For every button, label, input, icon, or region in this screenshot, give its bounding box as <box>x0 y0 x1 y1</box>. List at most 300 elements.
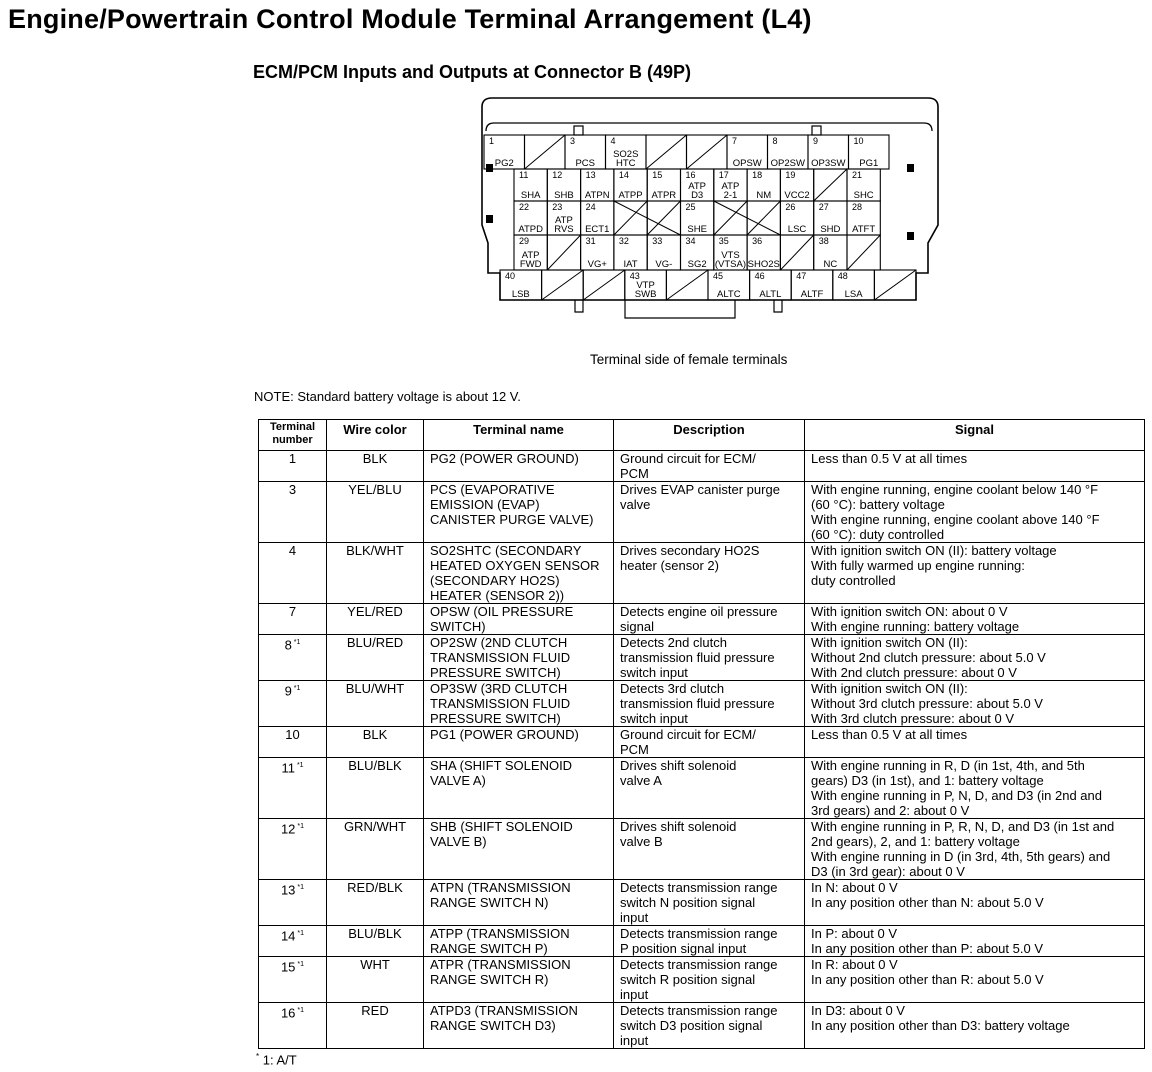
terminal-number: 15 <box>280 959 296 975</box>
cell-terminal-name-line: PRESSURE SWITCH) <box>430 665 561 680</box>
terminal-table <box>258 419 1145 1049</box>
cell-signal-line: With ignition switch ON (II): battery voltage <box>811 543 1057 558</box>
cell-wire-color: BLU/BLK <box>327 758 424 819</box>
footnote-ref: *1 <box>297 930 305 937</box>
cell-signal-line: 2nd gears), 2, and 1: battery voltage <box>811 834 1020 849</box>
terminal-pin-number: 1 <box>489 136 495 146</box>
terminal-pin-number: 31 <box>585 236 596 246</box>
cell-signal <box>805 482 1145 543</box>
cell-signal-line: In N: about 0 V <box>811 880 898 895</box>
connector-cell <box>647 169 680 201</box>
terminal-pin-label: NM <box>756 190 772 201</box>
terminal-pin-label: ATP D3 <box>688 181 707 201</box>
terminal-pin-number: 33 <box>652 236 663 246</box>
footnote-ref: *1 <box>297 823 305 830</box>
connector-cell <box>514 235 547 270</box>
connector-cell <box>606 135 647 169</box>
connector-cell <box>525 135 566 169</box>
cell-description-line: transmission fluid pressure <box>620 650 775 665</box>
cell-terminal-name <box>424 758 614 819</box>
key-mark-1 <box>486 164 493 172</box>
cell-signal-line: With engine running in P, N, D, and D3 (in 2nd and <box>811 788 1102 803</box>
cell-wire-color: BLU/BLK <box>327 926 424 957</box>
footnote-text: 1: A/T <box>262 1052 297 1068</box>
cell-terminal-number <box>259 604 327 635</box>
terminal-pin-number: 43 <box>629 271 640 281</box>
connector-cell <box>583 270 625 300</box>
cell-signal <box>805 543 1145 604</box>
table-row <box>259 451 1145 482</box>
terminal-pin-number: 47 <box>796 271 807 281</box>
cell-wire-color: BLK <box>327 727 424 758</box>
terminal-pin-number: 25 <box>685 202 696 212</box>
terminal-number: 9 <box>284 683 292 699</box>
terminal-pin-number: 21 <box>852 170 863 180</box>
connector-cell <box>747 201 780 235</box>
cell-description <box>614 482 805 543</box>
cell-terminal-name-line: RANGE SWITCH D3) <box>430 1018 556 1033</box>
cell-description-line: Drives secondary HO2S <box>620 543 760 558</box>
cell-signal-line: With engine running, engine coolant below 140 °F <box>811 482 1099 497</box>
cell-signal <box>805 604 1145 635</box>
cell-signal-line: In any position other than N: about 5.0 V <box>811 895 1044 910</box>
terminal-pin-number: 27 <box>818 202 829 212</box>
cell-signal-line: With fully warmed up engine running: <box>811 558 1025 573</box>
key-mark-3 <box>907 164 914 172</box>
cell-terminal-name-line: ATPN (TRANSMISSION <box>430 880 571 895</box>
table-row <box>259 727 1145 758</box>
terminal-pin-label: SHO2S <box>747 259 780 270</box>
bottom-notch-right <box>774 300 782 312</box>
cell-signal <box>805 957 1145 1003</box>
cell-signal <box>805 926 1145 957</box>
cell-signal-line: (60 °C): battery voltage <box>811 497 945 512</box>
terminal-number: 7 <box>288 604 297 619</box>
connector-cell <box>747 169 780 201</box>
cell-terminal-name-line: PG1 (POWER GROUND) <box>430 727 579 742</box>
cell-description <box>614 635 805 681</box>
terminal-pin-number: 45 <box>713 271 724 281</box>
terminal-pin-label: ATPN <box>584 190 610 201</box>
cell-wire-color: BLU/RED <box>327 635 424 681</box>
cell-description-line: valve B <box>620 834 663 849</box>
terminal-number: 13 <box>280 882 296 898</box>
connector-cell <box>814 169 847 201</box>
cell-signal-line: With engine running: battery voltage <box>811 619 1020 634</box>
cell-signal-line: With 2nd clutch pressure: about 0 V <box>811 665 1017 680</box>
cell-description <box>614 957 805 1003</box>
connector-cell <box>847 201 880 235</box>
terminal-pin-number: 34 <box>685 236 696 246</box>
terminal-number: 16 <box>280 1005 296 1021</box>
cell-signal-line: 3rd gears) and 2: about 0 V <box>811 803 970 818</box>
battery-note: NOTE: Standard battery voltage is about 12 V. <box>254 389 521 404</box>
cell-wire-color: RED <box>327 1003 424 1049</box>
terminal-pin-number: 9 <box>813 136 819 146</box>
terminal-pin-label: SHE <box>687 224 707 235</box>
cell-signal <box>805 681 1145 727</box>
cell-description-line: switch input <box>620 711 688 726</box>
terminal-pin-label: ALTC <box>717 289 741 300</box>
terminal-pin-number: 22 <box>519 202 530 212</box>
connector-cell <box>514 201 547 235</box>
cell-terminal-name-line: RANGE SWITCH N) <box>430 895 549 910</box>
cell-signal-line: With engine running in P, R, N, D, and D3 (in 1st and <box>811 819 1115 834</box>
terminal-pin-number: 24 <box>585 202 596 212</box>
cell-terminal-name-line: OP3SW (3RD CLUTCH <box>430 681 568 696</box>
cell-terminal-name-line: SO2SHTC (SECONDARY <box>430 543 582 558</box>
cell-wire-color: YEL/BLU <box>327 482 424 543</box>
terminal-pin-label: VCC2 <box>784 190 810 201</box>
bottom-lock <box>625 300 735 318</box>
table-row <box>259 926 1145 957</box>
terminal-pin-number: 28 <box>852 202 863 212</box>
cell-terminal-number <box>259 727 327 758</box>
cell-terminal-number <box>259 926 327 957</box>
table-row <box>259 1003 1145 1049</box>
connector-cell <box>625 270 667 300</box>
cell-signal-line: D3 (in 3rd gear): about 0 V <box>811 864 965 879</box>
cell-terminal-number <box>259 1003 327 1049</box>
cell-terminal-name-line: VALVE A) <box>430 773 486 788</box>
cell-description-line: Drives EVAP canister purge <box>620 482 780 497</box>
terminal-pin-label: ALTF <box>800 289 824 300</box>
cell-terminal-name-line: TRANSMISSION FLUID <box>430 696 571 711</box>
terminal-pin-number: 29 <box>519 236 530 246</box>
terminal-pin-label: LSA <box>844 289 863 300</box>
terminal-pin-number: 32 <box>618 236 629 246</box>
key-mark-2 <box>486 215 493 223</box>
connector-cell <box>847 235 880 270</box>
footnote-ref: *1 <box>293 685 301 692</box>
cell-description-line: Ground circuit for ECM/ <box>620 727 756 742</box>
terminal-pin-label: VG- <box>655 259 673 270</box>
table-row <box>259 819 1145 880</box>
section-subtitle: ECM/PCM Inputs and Outputs at Connector B (49P) <box>253 62 692 82</box>
cell-signal <box>805 758 1145 819</box>
terminal-pin-label: ALTL <box>759 289 782 300</box>
cell-terminal-name <box>424 604 614 635</box>
terminal-pin-number: 7 <box>732 136 738 146</box>
cell-terminal-name-line: CANISTER PURGE VALVE) <box>430 512 594 527</box>
cell-signal-line: In P: about 0 V <box>811 926 898 941</box>
footnote-ref: *1 <box>297 884 305 891</box>
cell-description-line: switch input <box>620 665 688 680</box>
cell-description <box>614 880 805 926</box>
connector-cell <box>565 135 606 169</box>
connector-cell <box>727 135 768 169</box>
connector-cell <box>714 169 747 201</box>
connector-cell <box>814 235 847 270</box>
cell-terminal-name <box>424 543 614 604</box>
cell-terminal-name-line: PG2 (POWER GROUND) <box>430 451 579 466</box>
terminal-pin-label: ATP RVS <box>554 215 574 235</box>
terminal-number: 3 <box>288 482 297 497</box>
connector-cell <box>874 270 916 300</box>
cell-description-line: Ground circuit for ECM/ <box>620 451 756 466</box>
connector-cell <box>780 169 813 201</box>
cell-terminal-name-line: HEATED OXYGEN SENSOR <box>430 558 600 573</box>
connector-caption: Terminal side of female terminals <box>590 352 788 367</box>
terminal-number: 1 <box>288 451 297 466</box>
footnote <box>256 1052 297 1067</box>
cell-description-line: PCM <box>620 742 649 757</box>
cell-description-line: input <box>620 1033 649 1048</box>
terminal-pin-number: 18 <box>752 170 763 180</box>
table-header-row <box>259 420 1145 451</box>
cell-terminal-name-line: SHB (SHIFT SOLENOID <box>430 819 573 834</box>
cell-signal <box>805 451 1145 482</box>
terminal-pin-number: 23 <box>552 202 563 212</box>
terminal-pin-label: ATPD <box>518 224 543 235</box>
cell-description-line: transmission fluid pressure <box>620 696 775 711</box>
terminal-pin-number: 14 <box>618 170 629 180</box>
header-terminal-name: Terminal name <box>424 420 614 451</box>
terminal-pin-number: 16 <box>685 170 696 180</box>
connector-cell <box>681 169 714 201</box>
cell-description <box>614 543 805 604</box>
cell-signal-line: Without 2nd clutch pressure: about 5.0 V <box>811 650 1046 665</box>
connector-cell <box>808 135 849 169</box>
cell-description-line: input <box>620 987 649 1002</box>
connector-inner-frame <box>486 123 932 131</box>
terminal-pin-number: 11 <box>519 170 529 180</box>
cell-terminal-number <box>259 957 327 1003</box>
terminal-pin-number: 40 <box>505 271 516 281</box>
cell-description-line: Detects 3rd clutch <box>620 681 725 696</box>
connector-cell <box>714 235 747 270</box>
terminal-pin-label: PG1 <box>859 158 879 169</box>
connector-cell <box>614 169 647 201</box>
cell-terminal-number <box>259 482 327 543</box>
page-title: Engine/Powertrain Control Module Terminal Arrangement (L4) <box>8 4 812 34</box>
terminal-pin-number: 15 <box>652 170 663 180</box>
cell-description <box>614 604 805 635</box>
cell-terminal-name-line: RANGE SWITCH R) <box>430 972 549 987</box>
footnote-ref: *1 <box>297 1007 305 1014</box>
connector-cell <box>614 235 647 270</box>
cell-signal <box>805 880 1145 926</box>
terminal-pin-number: 10 <box>853 136 864 146</box>
cell-signal-line: Less than 0.5 V at all times <box>811 727 968 742</box>
cell-description-line: P position signal input <box>620 941 747 956</box>
connector-cell <box>708 270 750 300</box>
cell-description <box>614 727 805 758</box>
terminal-pin-number: 13 <box>585 170 596 180</box>
connector-cell <box>547 201 580 235</box>
connector-cell <box>666 270 708 300</box>
cell-terminal-name-line: PRESSURE SWITCH) <box>430 711 561 726</box>
terminal-pin-label: SHB <box>554 190 574 201</box>
cell-wire-color: YEL/RED <box>327 604 424 635</box>
connector-cell <box>814 201 847 235</box>
lock-tab-right <box>812 126 821 135</box>
terminal-pin-label: VG+ <box>587 259 607 270</box>
terminal-pin-label: OPSW <box>732 158 762 169</box>
table-row <box>259 681 1145 727</box>
cell-terminal-name-line: ATPP (TRANSMISSION <box>430 926 570 941</box>
footnote-ref: *1 <box>293 639 301 646</box>
terminal-pin-label: OP3SW <box>811 158 846 169</box>
cell-signal-line: gears) D3 (in 1st), and 1: battery voltage <box>811 773 1044 788</box>
table-row <box>259 880 1145 926</box>
connector-cell <box>780 235 813 270</box>
header-terminal-number: Terminal number <box>259 420 327 451</box>
terminal-number: 11 <box>281 760 295 776</box>
cell-terminal-name-line: TRANSMISSION FLUID <box>430 650 571 665</box>
cell-signal-line: In any position other than R: about 5.0 V <box>811 972 1044 987</box>
cell-signal-line: Less than 0.5 V at all times <box>811 451 968 466</box>
cell-signal-line: In R: about 0 V <box>811 957 898 972</box>
cell-terminal-name-line: OPSW (OIL PRESSURE <box>430 604 574 619</box>
cell-terminal-name-line: RANGE SWITCH P) <box>430 941 548 956</box>
table-row <box>259 604 1145 635</box>
cell-signal-line: Without 3rd clutch pressure: about 5.0 V <box>811 696 1043 711</box>
connector-cell <box>714 201 747 235</box>
terminal-number: 12 <box>280 821 296 837</box>
cell-terminal-number <box>259 681 327 727</box>
terminal-pin-label: ATFT <box>852 224 876 235</box>
cell-description-line: Detects transmission range <box>620 957 778 972</box>
cell-signal-line: With engine running in D (in 3rd, 4th, 5th gears) and <box>811 849 1111 864</box>
cell-terminal-number <box>259 880 327 926</box>
cell-description-line: Detects 2nd clutch <box>620 635 727 650</box>
connector-svg <box>470 95 950 325</box>
cell-description-line: heater (sensor 2) <box>620 558 719 573</box>
cell-description <box>614 819 805 880</box>
terminal-pin-label: SHC <box>853 190 874 201</box>
cell-description-line: Detects transmission range <box>620 1003 778 1018</box>
terminal-pin-number: 38 <box>818 236 829 246</box>
terminal-pin-label: ATPR <box>651 190 677 201</box>
terminal-pin-label: LSC <box>787 224 807 235</box>
connector-cell <box>687 135 728 169</box>
cell-signal-line: With ignition switch ON (II): <box>811 681 968 696</box>
cell-terminal-number <box>259 819 327 880</box>
table-row <box>259 758 1145 819</box>
cell-signal <box>805 727 1145 758</box>
cell-wire-color: RED/BLK <box>327 880 424 926</box>
connector-cell <box>849 135 890 169</box>
terminal-pin-label: ATP FWD <box>519 250 542 270</box>
terminal-pin-label: NC <box>823 259 838 270</box>
connector-cell <box>581 169 614 201</box>
connector-cell <box>681 201 714 235</box>
cell-terminal-name <box>424 819 614 880</box>
cell-description-line: valve <box>620 497 651 512</box>
terminal-number: 10 <box>285 727 300 742</box>
cell-description-line: valve A <box>620 773 662 788</box>
key-mark-4 <box>907 232 914 240</box>
cell-terminal-name <box>424 957 614 1003</box>
cell-signal-line: With ignition switch ON: about 0 V <box>811 604 1008 619</box>
cell-description-line: Detects transmission range <box>620 880 778 895</box>
cell-terminal-name-line: ATPR (TRANSMISSION <box>430 957 571 972</box>
cell-signal-line: (60 °C): duty controlled <box>811 527 945 542</box>
connector-cell <box>647 201 680 235</box>
footnote-ref: *1 <box>296 762 304 769</box>
cell-signal-line: In any position other than D3: battery voltage <box>811 1018 1070 1033</box>
terminal-pin-label: LSB <box>511 289 530 300</box>
cell-description-line: signal <box>620 619 654 634</box>
terminal-number: 4 <box>288 543 297 558</box>
cell-terminal-name-line: HEATER (SENSOR 2)) <box>430 588 565 603</box>
cell-terminal-name <box>424 926 614 957</box>
cell-terminal-name <box>424 635 614 681</box>
cell-signal-line: With engine running, engine coolant above 140 °F <box>811 512 1100 527</box>
cell-description <box>614 758 805 819</box>
cell-description-line: Detects transmission range <box>620 926 778 941</box>
terminal-pin-label: SHD <box>820 224 841 235</box>
cell-signal-line: With 3rd clutch pressure: about 0 V <box>811 711 1015 726</box>
cell-wire-color: WHT <box>327 957 424 1003</box>
terminal-pin-label: ATPP <box>618 190 643 201</box>
cell-terminal-name <box>424 451 614 482</box>
terminal-pin-number: 46 <box>754 271 765 281</box>
terminal-pin-number: 8 <box>772 136 778 146</box>
connector-cell <box>681 235 714 270</box>
table-row <box>259 635 1145 681</box>
cell-description <box>614 926 805 957</box>
cell-description-line: PCM <box>620 466 649 481</box>
terminal-pin-label: SHA <box>520 190 541 201</box>
table-row <box>259 957 1145 1003</box>
cell-description-line: Detects engine oil pressure <box>620 604 778 619</box>
cell-terminal-number <box>259 543 327 604</box>
lock-tab-left <box>574 126 583 135</box>
cell-terminal-name-line: SHA (SHIFT SOLENOID <box>430 758 573 773</box>
cell-terminal-name-line: (SECONDARY HO2S) <box>430 573 560 588</box>
connector-cell <box>547 169 580 201</box>
terminal-pin-label: VTP SWB <box>634 280 657 300</box>
cell-description-line: Drives shift solenoid <box>620 758 737 773</box>
terminal-pin-number: 48 <box>837 271 848 281</box>
terminal-pin-label: OP2SW <box>770 158 805 169</box>
cell-signal <box>805 1003 1145 1049</box>
header-wire-color: Wire color <box>327 420 424 451</box>
terminal-pin-number: 17 <box>718 170 729 180</box>
cell-wire-color: GRN/WHT <box>327 819 424 880</box>
connector-cell <box>542 270 584 300</box>
cell-wire-color: BLU/WHT <box>327 681 424 727</box>
connector-cell <box>514 169 547 201</box>
cell-signal-line: duty controlled <box>811 573 896 588</box>
connector-cell <box>747 235 780 270</box>
cell-description <box>614 681 805 727</box>
connector-cell <box>833 270 875 300</box>
connector-diagram <box>470 95 950 325</box>
bottom-notch-left <box>575 300 583 312</box>
terminal-pin-label: PCS <box>575 158 596 169</box>
cell-signal <box>805 819 1145 880</box>
cell-description <box>614 1003 805 1049</box>
terminal-pin-label: IAT <box>623 259 638 270</box>
connector-cell <box>768 135 809 169</box>
cell-terminal-name <box>424 1003 614 1049</box>
connector-cell <box>647 235 680 270</box>
footnote-ref: *1 <box>297 961 305 968</box>
header-signal: Signal <box>805 420 1145 451</box>
cell-wire-color: BLK <box>327 451 424 482</box>
terminal-number: 14 <box>280 928 296 944</box>
cell-signal-line: In any position other than P: about 5.0 V <box>811 941 1043 956</box>
cell-terminal-name-line: OP2SW (2ND CLUTCH <box>430 635 568 650</box>
header-description: Description <box>614 420 805 451</box>
cell-terminal-number <box>259 451 327 482</box>
cell-terminal-name-line: SWITCH) <box>430 619 486 634</box>
cell-terminal-number <box>259 635 327 681</box>
terminal-pin-number: 35 <box>718 236 729 246</box>
